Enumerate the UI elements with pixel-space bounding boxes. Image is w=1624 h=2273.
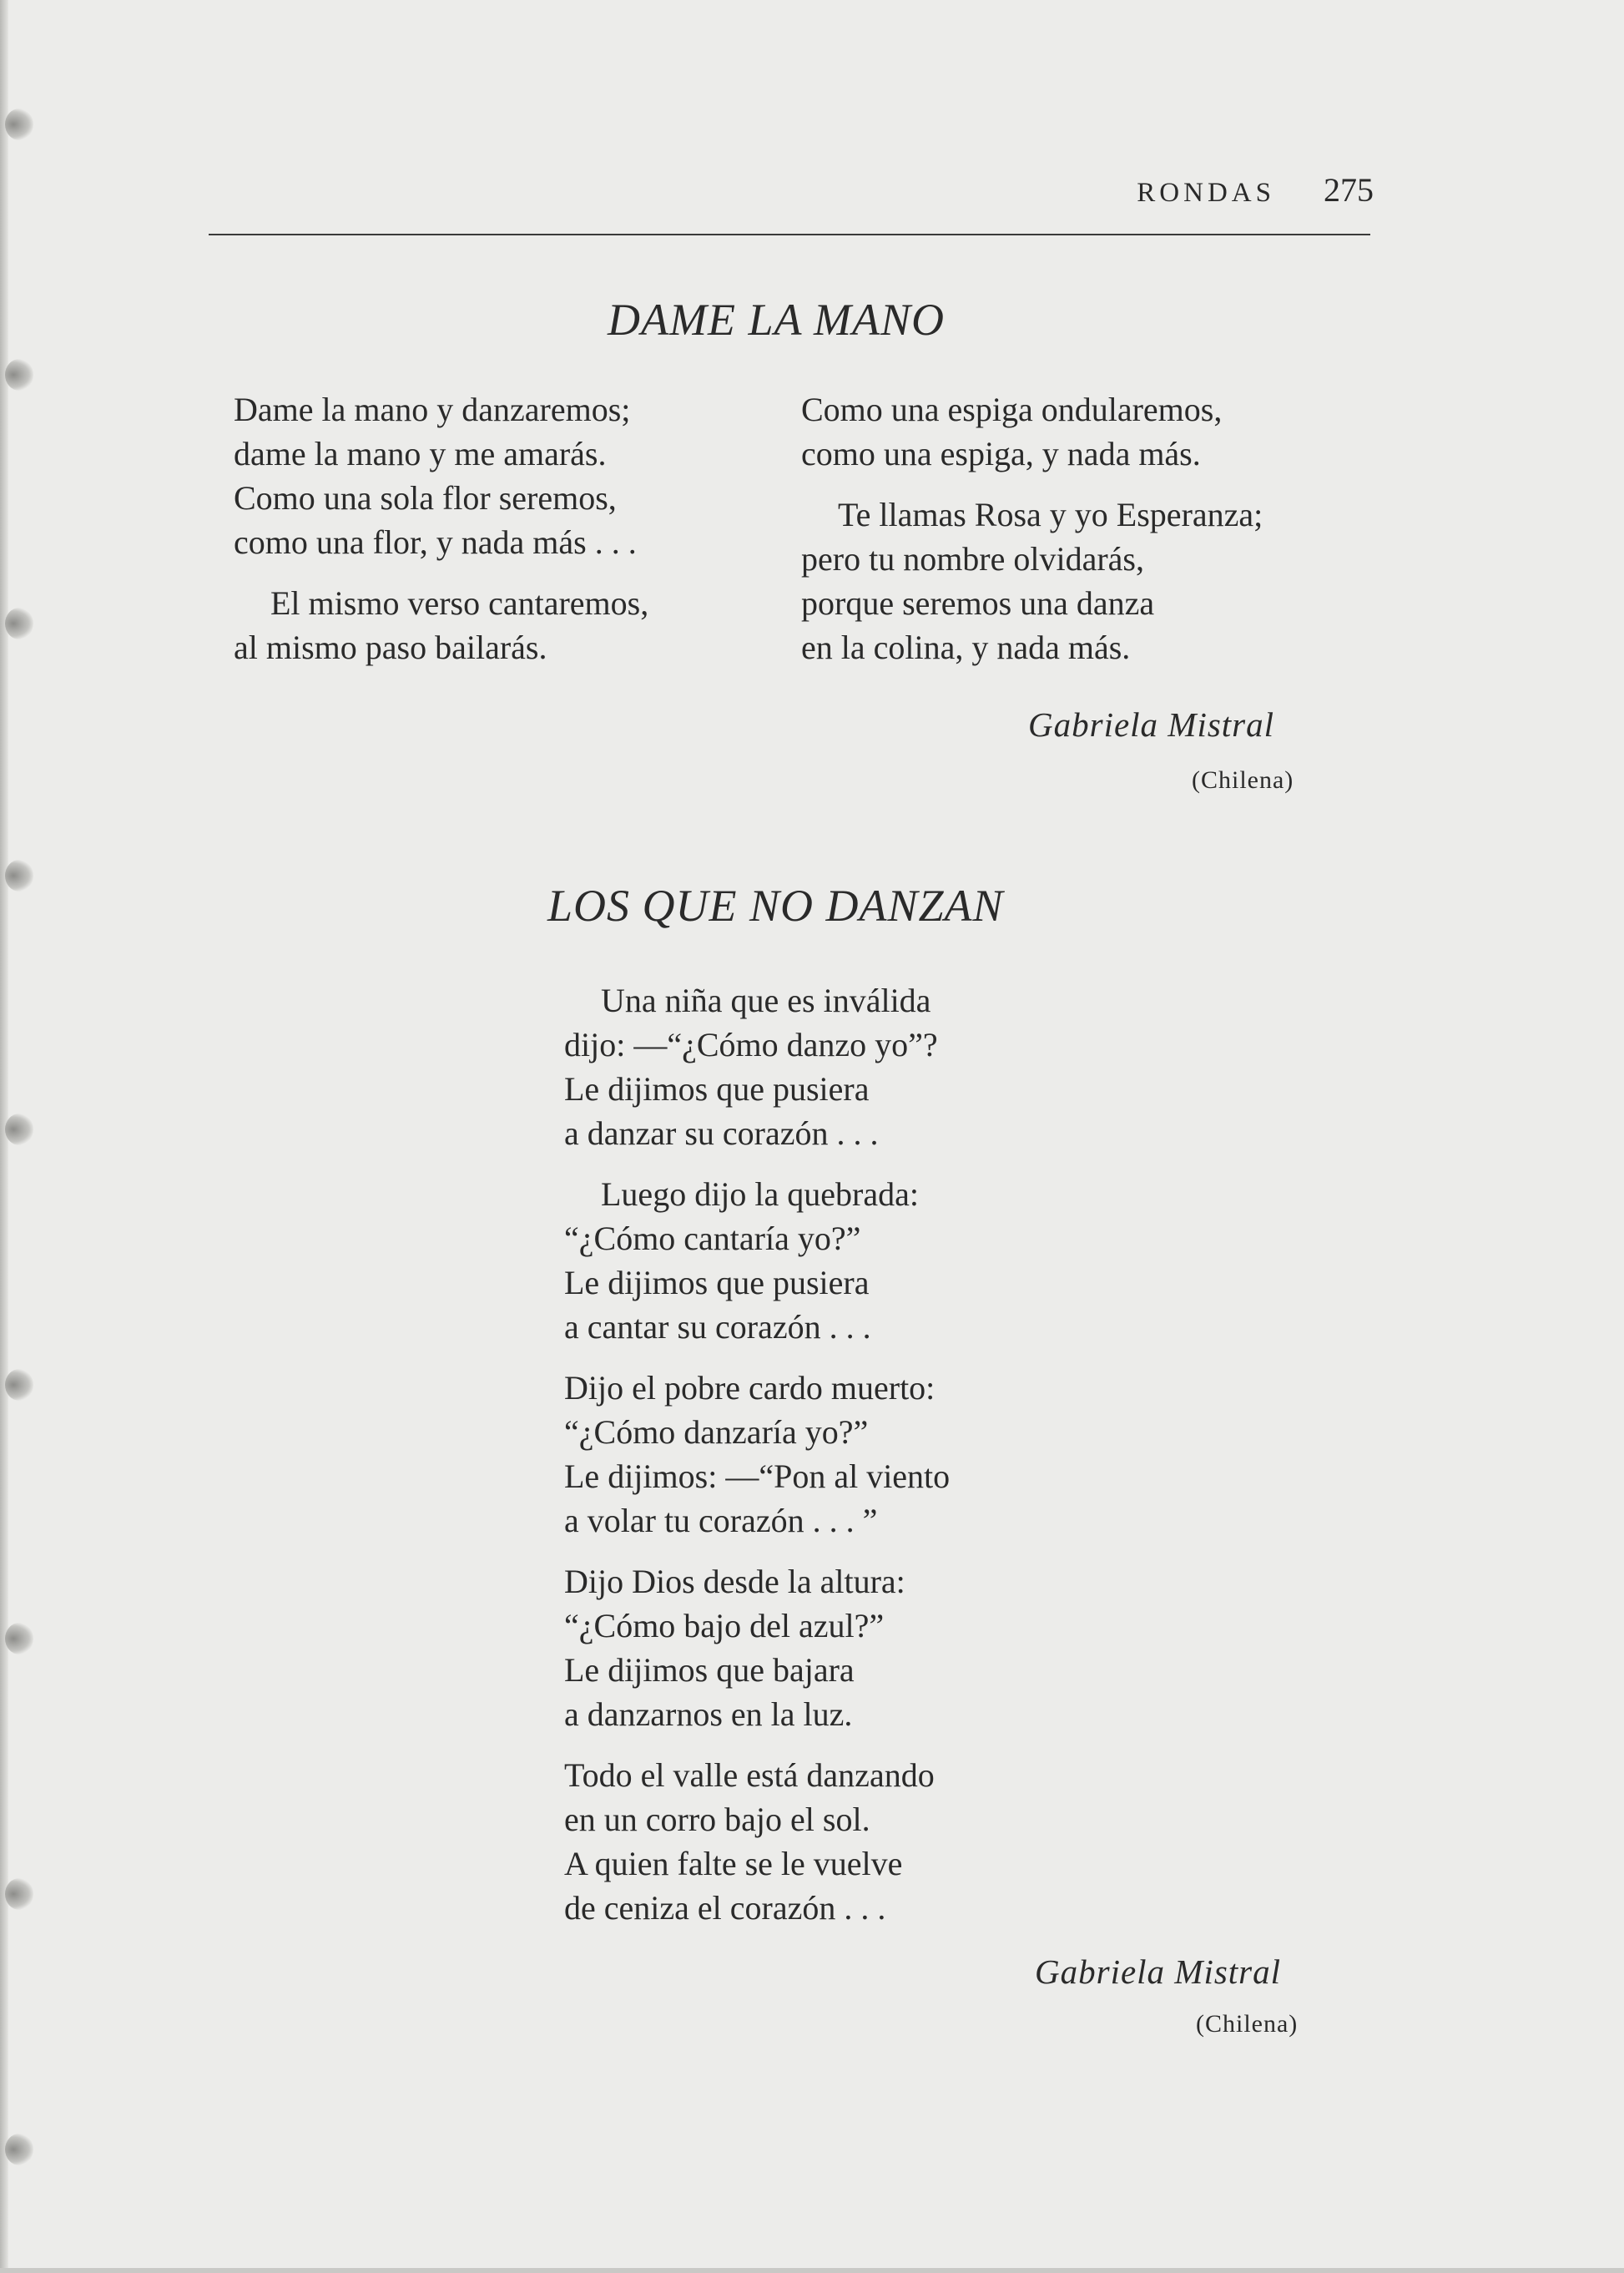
verse-line: a danzarnos en la luz. xyxy=(564,1695,853,1733)
verse-line: dijo: —“¿Cómo danzo yo”? xyxy=(564,1026,938,1063)
stanza xyxy=(234,581,648,669)
binder-hole xyxy=(5,1878,33,1910)
verse-line: Le dijimos: —“Pon al viento xyxy=(564,1457,951,1495)
verse-line: Le dijimos que bajara xyxy=(564,1651,855,1689)
stanza xyxy=(564,1172,950,1349)
stanza xyxy=(564,978,950,1155)
poem1-left-column xyxy=(234,387,648,686)
verse-line: Luego dijo la quebrada: xyxy=(601,1175,919,1213)
poem-title-los-que-no-danzan: LOS QUE NO DANZAN xyxy=(547,881,1004,931)
poem2-author: Gabriela Mistral xyxy=(1035,1952,1282,1991)
verse-line: al mismo paso bailarás. xyxy=(234,629,547,666)
verse-line: Dame la mano y danzaremos; xyxy=(234,391,631,428)
verse-line: “¿Cómo danzaría yo?” xyxy=(564,1413,869,1451)
verse-line: porque seremos una danza xyxy=(801,584,1155,622)
verse-line: Le dijimos que pusiera xyxy=(564,1070,870,1108)
binder-hole xyxy=(5,359,33,391)
section-name: RONDAS xyxy=(1137,178,1275,208)
header-rule xyxy=(209,234,1370,235)
verse-line: a cantar su corazón . . . xyxy=(564,1308,871,1346)
verse-line: Dijo el pobre cardo muerto: xyxy=(564,1369,936,1407)
verse-line: a volar tu corazón . . . ” xyxy=(564,1502,878,1539)
page-number: 275 xyxy=(1324,171,1374,209)
verse-line: como una flor, y nada más . . . xyxy=(234,523,637,561)
poem-title-dame-la-mano: DAME LA MANO xyxy=(608,295,945,345)
verse-line: en la colina, y nada más. xyxy=(801,629,1131,666)
verse-line: Dijo Dios desde la altura: xyxy=(564,1563,905,1600)
page-bottom-edge xyxy=(0,2268,1624,2273)
verse-line: como una espiga, y nada más. xyxy=(801,435,1201,472)
verse-line: “¿Cómo cantaría yo?” xyxy=(564,1220,861,1257)
verse-line: Como una sola flor seremos, xyxy=(234,479,617,517)
stanza xyxy=(801,387,1263,476)
binder-hole xyxy=(5,1369,33,1401)
poem1-right-column xyxy=(801,387,1263,686)
binder-hole xyxy=(5,860,33,892)
verse-line: de ceniza el corazón . . . xyxy=(564,1889,886,1927)
poem2-nationality: (Chilena) xyxy=(1196,2010,1299,2038)
verse-line: Te llamas Rosa y yo Esperanza; xyxy=(838,496,1263,533)
poem2-body xyxy=(564,978,950,1947)
binder-hole xyxy=(5,2134,33,2165)
stanza xyxy=(564,1366,950,1543)
poem1-nationality: (Chilena) xyxy=(1192,766,1294,794)
binder-hole xyxy=(5,109,33,140)
verse-line: dame la mano y me amarás. xyxy=(234,435,607,472)
verse-line: a danzar su corazón . . . xyxy=(564,1114,879,1152)
running-head xyxy=(1137,170,1374,220)
stanza xyxy=(564,1559,950,1736)
binder-hole xyxy=(5,1114,33,1145)
verse-line: Como una espiga ondularemos, xyxy=(801,391,1223,428)
stanza xyxy=(564,1753,950,1930)
stanza xyxy=(234,387,648,564)
verse-line: El mismo verso cantaremos, xyxy=(270,584,649,622)
stanza xyxy=(801,492,1263,669)
verse-line: “¿Cómo bajo del azul?” xyxy=(564,1607,885,1644)
verse-line: Le dijimos que pusiera xyxy=(564,1264,870,1301)
verse-line: pero tu nombre olvidarás, xyxy=(801,540,1144,578)
verse-line: A quien falte se le vuelve xyxy=(564,1845,903,1882)
verse-line: Todo el valle está danzando xyxy=(564,1756,935,1794)
verse-line: en un corro bajo el sol. xyxy=(564,1801,870,1838)
poem1-author: Gabriela Mistral xyxy=(1028,705,1275,744)
binder-hole xyxy=(5,1623,33,1654)
verse-line: Una niña que es inválida xyxy=(601,982,931,1019)
binder-hole xyxy=(5,608,33,639)
